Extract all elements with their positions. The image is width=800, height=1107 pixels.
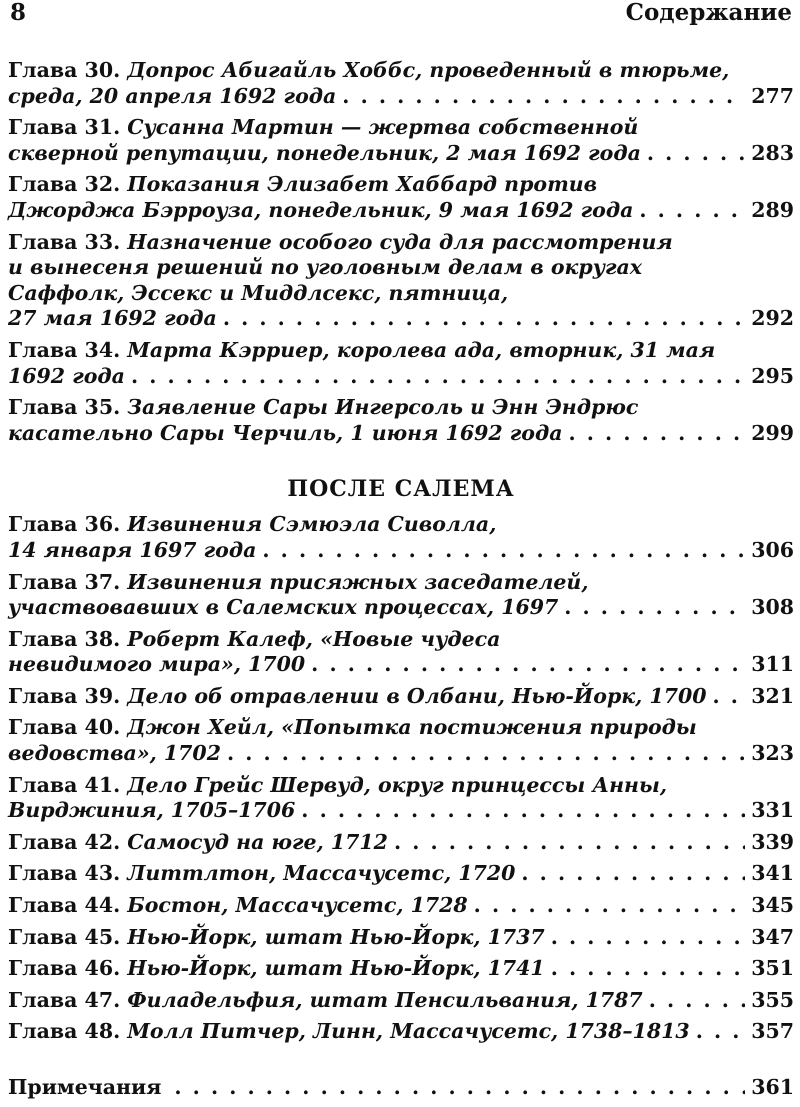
chapter-title: среда, 20 апреля 1692 года <box>8 83 337 108</box>
toc-entry-line <box>8 570 794 596</box>
chapter-label: Глава 37. <box>8 569 121 594</box>
leader-dots <box>564 595 745 621</box>
toc-entry-line <box>8 627 794 653</box>
running-title: Содержание <box>625 0 792 26</box>
chapter-label: Глава 35. <box>8 395 121 420</box>
chapter-title: участвовавших в Салемских процессах, 1697 <box>8 595 559 620</box>
leader-dots <box>311 652 745 678</box>
toc-section-after-salem <box>8 512 794 1045</box>
chapter-label: Глава 32. <box>8 172 121 197</box>
chapter-title: Джорджа Бэрроуза, понедельник, 9 мая 1692 года <box>8 197 634 222</box>
chapter-title: Бостон, Массачусетс, 1728 <box>127 893 468 918</box>
leader-dots <box>551 925 746 951</box>
chapter-title: Дело Грейс Шервуд, округ принцессы Анны, <box>127 772 667 797</box>
chapter-title: 27 мая 1692 года <box>8 306 217 331</box>
toc-entry[interactable] <box>8 988 794 1014</box>
leader-dots <box>521 861 745 887</box>
section-heading: ПОСЛЕ САЛЕМА <box>287 476 515 503</box>
chapter-label: Глава 46. <box>8 956 121 981</box>
page-ref: 339 <box>751 829 794 854</box>
chapter-title: Извинения присяжных заседателей, <box>127 569 589 594</box>
toc-entry-line <box>8 84 794 110</box>
chapter-title: Показания Элизабет Хаббард против <box>127 172 598 197</box>
toc-entry-line <box>8 925 794 951</box>
toc-entry-line <box>8 652 794 678</box>
toc-section-salem <box>8 58 794 446</box>
chapter-label: Глава 33. <box>8 229 121 254</box>
toc-entry-line <box>8 773 794 799</box>
toc-entry-line <box>8 281 794 307</box>
page-ref: 292 <box>751 306 794 331</box>
toc-entry[interactable] <box>8 570 794 621</box>
page-ref: 347 <box>751 924 794 949</box>
toc-entry[interactable] <box>8 773 794 824</box>
page-ref: 295 <box>751 363 794 388</box>
leader-dots <box>394 830 745 856</box>
chapter-title: Извинения Сэмюэла Сиволла, <box>127 512 497 537</box>
toc-entry[interactable] <box>8 512 794 563</box>
page-ref: 283 <box>751 140 794 165</box>
leader-dots <box>647 141 745 167</box>
toc-entry-line <box>8 988 794 1014</box>
toc-entry-line <box>8 58 794 84</box>
toc-entry-line <box>8 684 794 710</box>
leader-dots <box>713 684 746 710</box>
chapter-label: Глава 44. <box>8 893 121 918</box>
chapter-label: Глава 43. <box>8 861 121 886</box>
page-ref: 355 <box>751 987 794 1012</box>
toc-entry[interactable] <box>8 115 794 166</box>
chapter-title: невидимого мира», 1700 <box>8 652 306 677</box>
toc-entry-line <box>8 893 794 919</box>
toc-entry[interactable] <box>8 58 794 109</box>
toc-entry[interactable] <box>8 925 794 951</box>
toc-entry-line <box>8 115 794 141</box>
chapter-title: Молл Питчер, Линн, Массачусетс, 1738–1813 <box>127 1019 690 1044</box>
page-ref: 321 <box>751 683 794 708</box>
page-ref: 345 <box>751 893 794 918</box>
toc-entry-line <box>8 956 794 982</box>
toc-entry-line <box>8 172 794 198</box>
chapter-title: Самосуд на юге, 1712 <box>127 829 388 854</box>
chapter-label: Глава 31. <box>8 115 121 140</box>
leader-dots <box>301 798 745 824</box>
toc-entry[interactable] <box>8 395 794 446</box>
chapter-title: скверной репутации, понедельник, 2 мая 1692 года <box>8 140 641 165</box>
toc-entry[interactable] <box>8 627 794 678</box>
chapter-title: Допрос Абигайль Хоббс, проведенный в тюрьме, <box>127 58 730 82</box>
toc-entry-line <box>8 338 794 364</box>
toc-entry-line <box>8 798 794 824</box>
chapter-label: Глава 45. <box>8 924 121 949</box>
toc-entry-line <box>8 421 794 447</box>
chapter-title: Дело об отравлении в Олбани, Нью-Йорк, 1700 <box>127 683 707 708</box>
leader-dots <box>569 421 746 447</box>
chapter-title: Нью-Йорк, штат Нью-Йорк, 1737 <box>127 924 545 949</box>
chapter-label: Глава 36. <box>8 512 121 537</box>
toc-entry-line <box>8 1019 794 1045</box>
toc-entry-line <box>8 395 794 421</box>
toc-list <box>8 58 794 1107</box>
toc-entry-line <box>8 255 794 281</box>
toc-entry[interactable] <box>8 338 794 389</box>
chapter-label: Глава 39. <box>8 683 121 708</box>
leader-dots <box>262 538 745 564</box>
chapter-title: Литтлтон, Массачусетс, 1720 <box>127 861 516 886</box>
chapter-title: ведовства», 1702 <box>8 741 221 766</box>
notes-label: Примечания <box>8 1075 162 1099</box>
chapter-title: Саффолк, Эссекс и Миддлсекс, пятница, <box>8 280 509 305</box>
chapter-label: Глава 30. <box>8 58 121 82</box>
chapter-label: Глава 42. <box>8 829 121 854</box>
toc-entry-line <box>8 741 794 767</box>
chapter-label: Глава 47. <box>8 987 121 1012</box>
toc-entry-line <box>8 364 794 390</box>
leader-dots <box>639 198 745 224</box>
chapter-title: 14 января 1697 года <box>8 537 257 562</box>
page-ref: 299 <box>751 420 794 445</box>
leader-dots <box>551 956 746 982</box>
chapter-title: Филадельфия, штат Пенсильвания, 1787 <box>127 987 643 1012</box>
chapter-title: и вынесеня решений по уголовным делам в округах <box>8 255 643 280</box>
chapter-label: Глава 40. <box>8 715 121 740</box>
page-ref: 308 <box>751 595 794 620</box>
page-ref: 341 <box>751 861 794 886</box>
leader-dots <box>227 741 745 767</box>
page-ref: 357 <box>751 1019 794 1044</box>
chapter-title: касательно Сары Черчиль, 1 июня 1692 года <box>8 420 563 445</box>
toc-entry-line <box>8 595 794 621</box>
toc-entry-line <box>8 830 794 856</box>
leader-dots <box>342 84 745 110</box>
toc-entry[interactable] <box>8 830 794 856</box>
chapter-title: Марта Кэрриер, королева ада, вторник, 31 мая <box>127 337 716 362</box>
toc-entry[interactable] <box>8 684 794 710</box>
toc-entry-line <box>8 861 794 887</box>
toc-entry[interactable] <box>8 172 794 223</box>
leader-dots <box>474 893 746 919</box>
chapter-label: Глава 38. <box>8 626 121 651</box>
page-ref: 277 <box>751 83 794 108</box>
chapter-label: Глава 48. <box>8 1019 121 1044</box>
toc-entry[interactable] <box>8 715 794 766</box>
leader-dots <box>223 306 745 332</box>
toc-entry[interactable] <box>8 861 794 887</box>
toc-entry-line <box>8 230 794 256</box>
page-ref: 361 <box>751 1075 794 1099</box>
page-ref: 351 <box>751 956 794 981</box>
chapter-title: Роберт Калеф, «Новые чудеса <box>127 626 501 651</box>
chapter-title: Назначение особого суда для рассмотрения <box>127 229 673 254</box>
leader-dots <box>131 364 745 390</box>
chapter-title: Джон Хейл, «Попытка постижения природы <box>127 715 697 740</box>
toc-entry[interactable] <box>8 1019 794 1045</box>
toc-entry-line <box>8 715 794 741</box>
toc-entry-line <box>8 538 794 564</box>
page-ref: 323 <box>751 741 794 766</box>
page-ref: 331 <box>751 798 794 823</box>
toc-entry-line <box>8 512 794 538</box>
page-ref: 306 <box>751 537 794 562</box>
chapter-title: Сусанна Мартин — жертва собственной <box>127 115 639 140</box>
chapter-label: Глава 41. <box>8 772 121 797</box>
toc-entry-notes[interactable] <box>8 1075 794 1101</box>
toc-entry-line <box>8 198 794 224</box>
leader-dots <box>696 1019 746 1045</box>
chapter-title: Заявление Сары Ингерсоль и Энн Эндрюс <box>127 395 639 420</box>
page-header <box>10 0 792 26</box>
leader-dots <box>174 1075 745 1101</box>
page-number: 8 <box>10 0 27 26</box>
chapter-title: Нью-Йорк, штат Нью-Йорк, 1741 <box>127 956 545 981</box>
chapter-label: Глава 34. <box>8 337 121 362</box>
leader-dots <box>649 988 746 1014</box>
toc-entry[interactable] <box>8 956 794 982</box>
toc-entry-line <box>8 141 794 167</box>
toc-entry[interactable] <box>8 230 794 332</box>
page-ref: 311 <box>751 652 794 677</box>
toc-entry[interactable] <box>8 893 794 919</box>
toc-entry-line <box>8 306 794 332</box>
chapter-title: Вирджиния, 1705–1706 <box>8 798 296 823</box>
page-ref: 289 <box>751 197 794 222</box>
chapter-title: 1692 года <box>8 363 125 388</box>
